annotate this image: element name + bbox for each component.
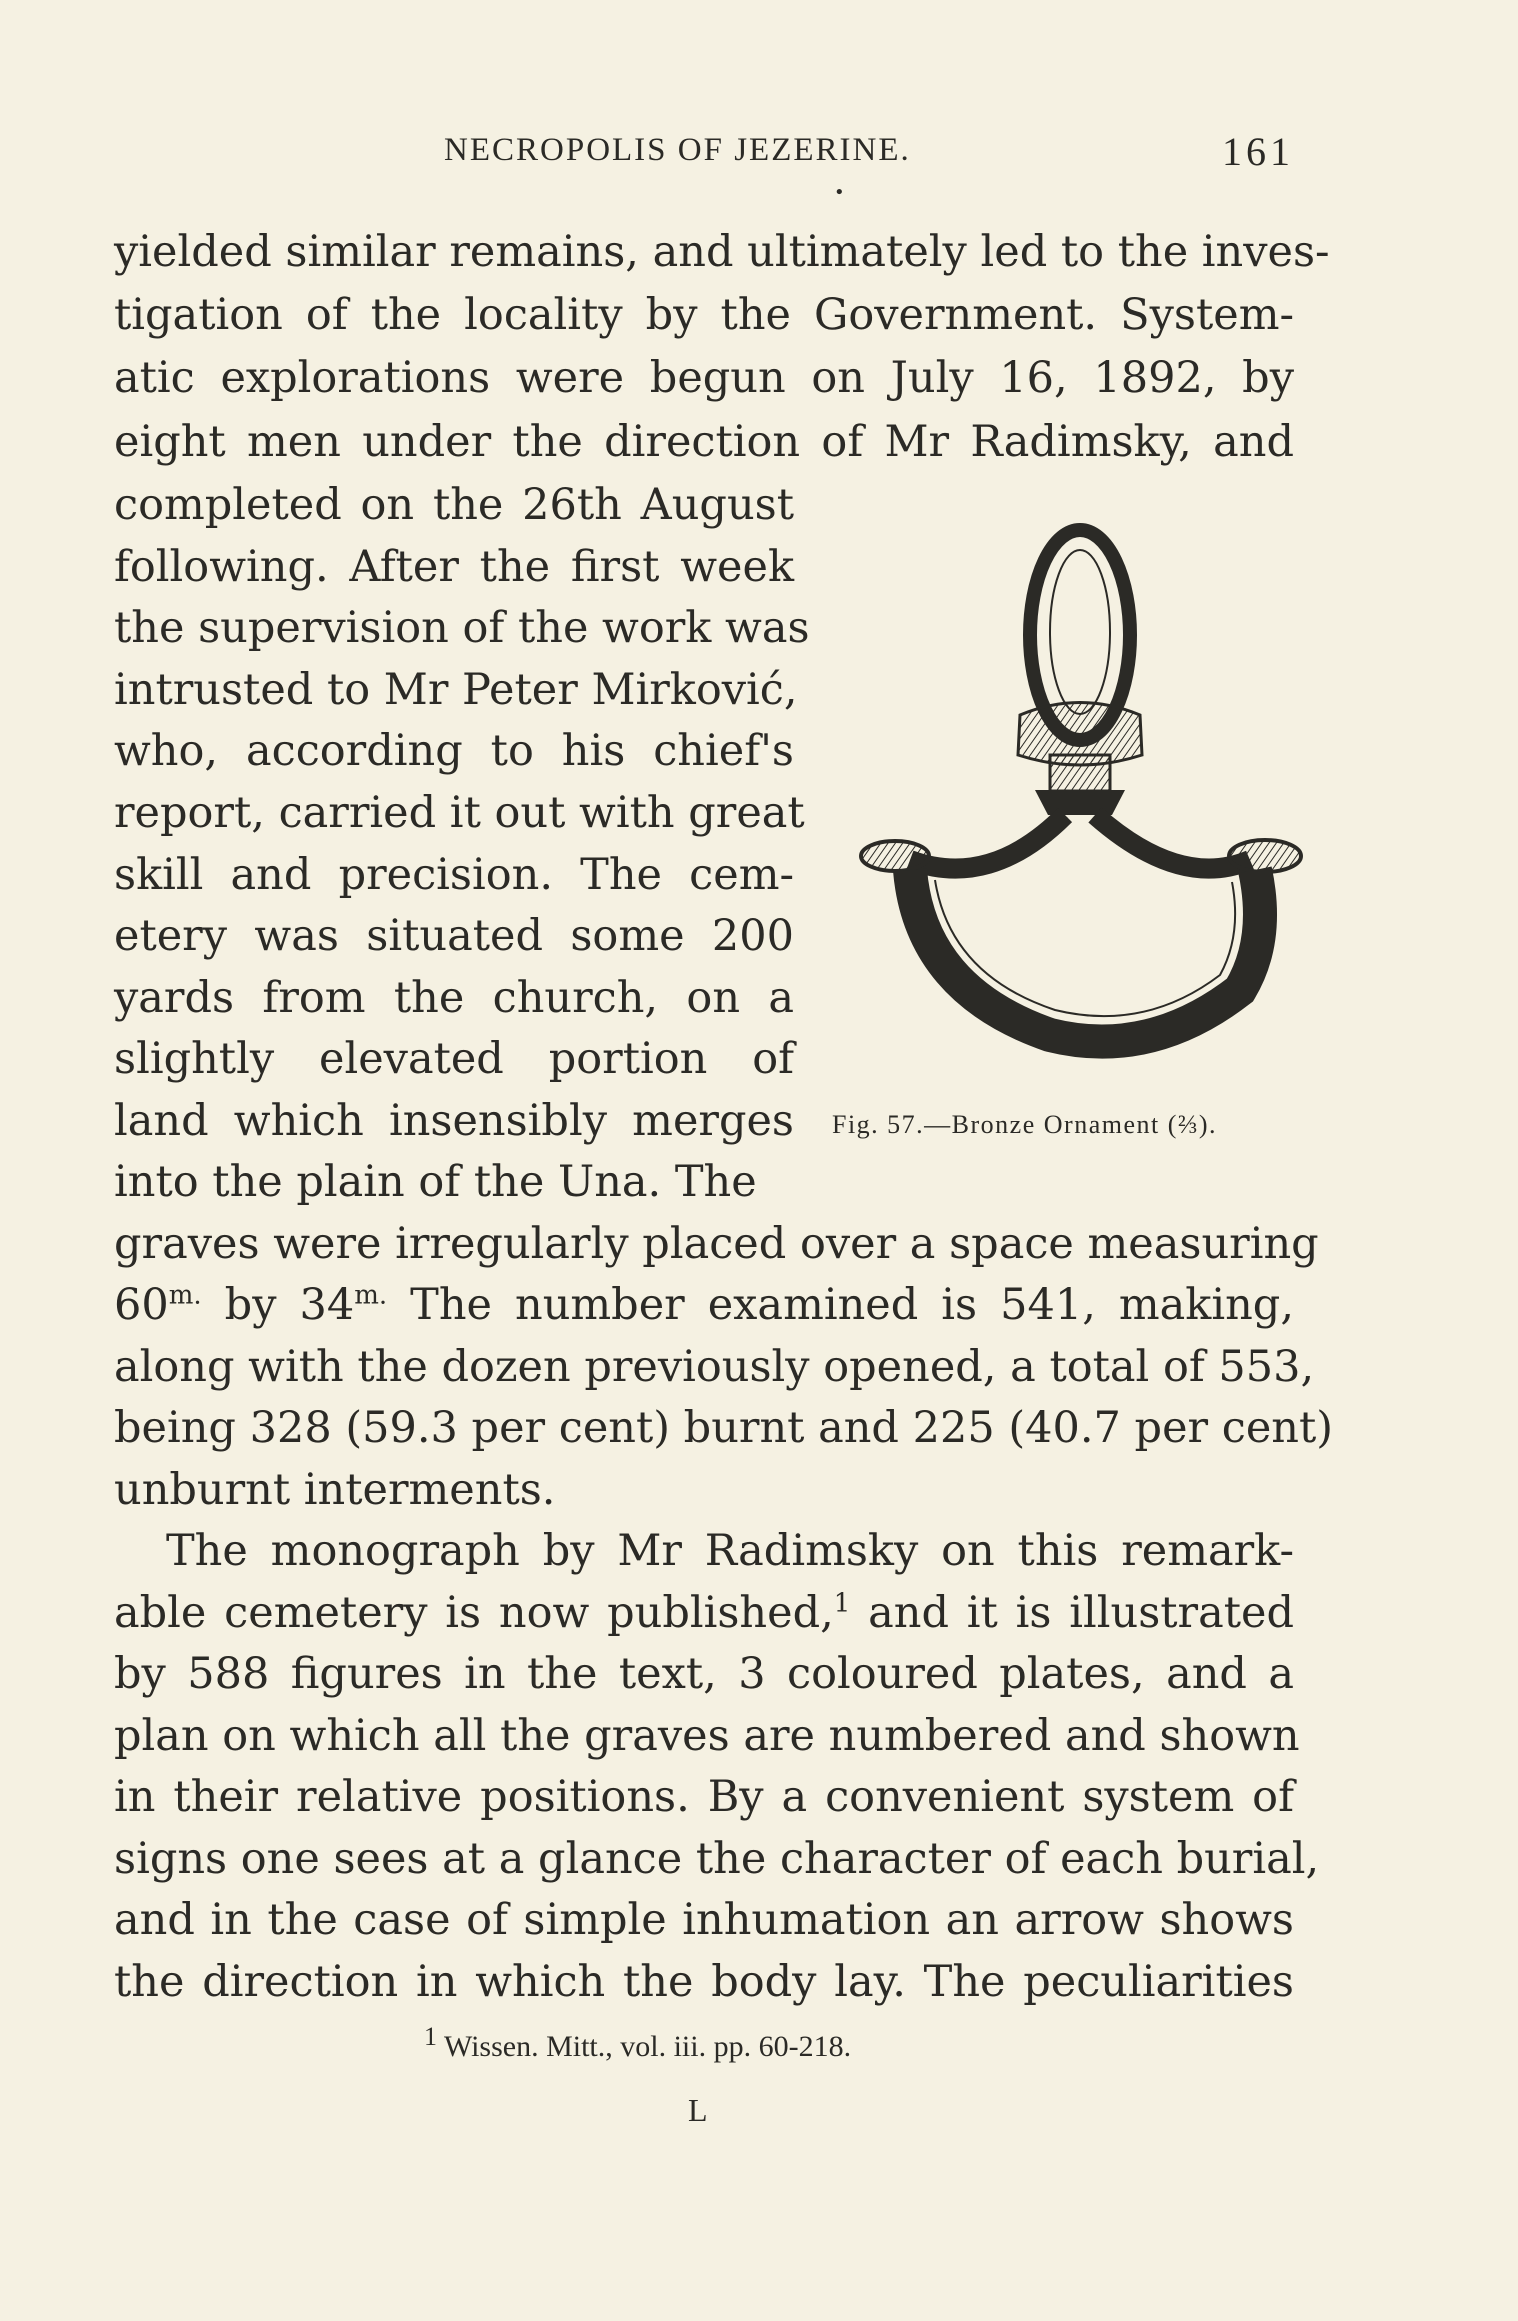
measure-60: 60: [114, 1280, 169, 1330]
footnote-ref: 1: [833, 1588, 851, 1619]
text-line: $60^{m.}$ by $34^{m.}$ The number examined is 541, making,: [114, 1280, 1294, 1330]
text-line: atic explorations were begun on July 16, 1892, by: [114, 353, 1294, 403]
footnote: [424, 2022, 852, 2064]
text-line: who, according to his chief's: [114, 726, 794, 776]
text-line: [114, 1583, 1294, 1643]
text-line: completed on the 26th August: [114, 480, 794, 530]
page-number: 161: [1222, 129, 1294, 174]
text-line: the direction in which the body lay. The peculiarities: [114, 1957, 1294, 2007]
monograph-text: and it is illustrated: [850, 1588, 1294, 1638]
running-title: NECROPOLIS OF JEZERINE.: [444, 132, 911, 168]
text-line: yards from the church, on a: [114, 973, 794, 1023]
footnote-marker: 1: [424, 2022, 437, 2051]
text-line: along with the dozen previously opened, a total of 553,: [114, 1342, 1315, 1392]
unit-superscript: m.: [354, 1280, 388, 1311]
text-line: tigation of the locality by the Government. System-: [114, 290, 1294, 340]
running-head: [114, 129, 1294, 203]
figure-caption: Fig. 57.—Bronze Ornament (⅔).: [832, 1110, 1218, 1139]
text-line: by 588 figures in the text, 3 coloured plates, and a: [114, 1649, 1294, 1699]
text-line: eight men under the direction of Mr Radimsky, and: [114, 417, 1294, 467]
text-line: The monograph by Mr Radimsky on this remark-: [166, 1526, 1294, 1576]
text-line: plan on which all the graves are numbered and shown: [114, 1711, 1300, 1761]
bronze-ornament-drawing: [850, 520, 1310, 1090]
text-line: being 328 (59.3 per cent) burnt and 225 (40.7 per cent): [114, 1403, 1334, 1453]
text-line: following. After the first week: [114, 542, 794, 592]
measure-rest: The number examined is 541, making,: [387, 1280, 1294, 1330]
text-line: in their relative positions. By a convenient system of: [114, 1772, 1294, 1822]
signature-mark: L: [688, 2092, 708, 2128]
text-line: land which insensibly merges: [114, 1096, 794, 1146]
text-line: and in the case of simple inhumation an arrow shows: [114, 1895, 1294, 1945]
text-line: report, carried it out with great: [114, 788, 805, 838]
text-line: intrusted to Mr Peter Mirković,: [114, 665, 798, 715]
text-line: etery was situated some 200: [114, 911, 794, 961]
text-line: signs one sees at a glance the character of each burial,: [114, 1834, 1320, 1884]
text-line: skill and precision. The cem-: [114, 850, 794, 900]
text-line: the supervision of the work was: [114, 603, 810, 653]
text-line: slightly elevated portion of: [114, 1034, 794, 1084]
text-line: yielded similar remains, and ultimately led to the inves-: [114, 227, 1330, 277]
measure-34: 34: [299, 1280, 355, 1330]
text-line: graves were irregularly placed over a space measuring: [114, 1219, 1319, 1269]
text-line: unburnt interments.: [114, 1465, 556, 1515]
bronze-ornament-illustration: [850, 520, 1310, 1090]
monograph-text: able cemetery is now published,: [114, 1588, 834, 1638]
ink-dot: •: [834, 182, 845, 203]
unit-superscript: m.: [168, 1280, 202, 1311]
footnote-text: Wissen. Mitt., vol. iii. pp. 60-218.: [443, 2030, 852, 2063]
text-line: into the plain of the Una. The: [114, 1157, 757, 1207]
